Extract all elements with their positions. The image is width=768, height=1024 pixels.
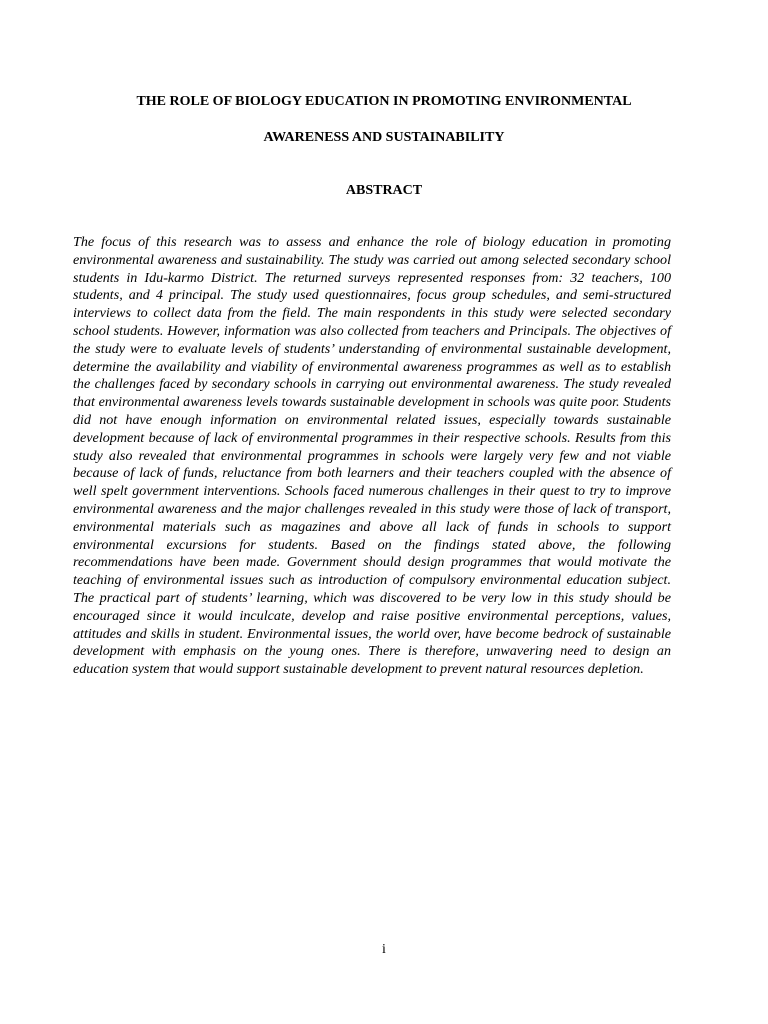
page-number: i xyxy=(382,942,386,957)
title-line-2: AWARENESS AND SUSTAINABILITY xyxy=(263,130,505,145)
abstract-body: The focus of this research was to assess and enhance the role of biology education in promoting environmental awareness and sustainability. The study was carried out among selected secondary school students in Idu-karmo District. The returned surveys represented responses from: 32 teachers, 100 students, and 4 principal. The study used questionnaires, focus group schedules, and semi-structured interviews to collect data from the field. The main respondents in this study were selected secondary school students. However, information was also collected from teachers and Principals. The objectives of the study were to evaluate levels of students’ understanding of environmental sustainable development, determine the availability and viability of environmental awareness programmes as well as to establish the challenges faced by secondary schools in carrying out environmental awareness. The study revealed that environmental awareness levels towards sustainable development in schools was quite poor. Students did not have enough information on environmental related issues, especially towards sustainable development because of lack of environmental programmes in their respective schools. Results from this study also revealed that environmental programmes in schools were largely very few and not viable because of lack of funds, reluctance from both learners and their teachers coupled with the absence of well spelt government interventions. Schools faced numerous challenges in their quest to try to improve environmental awareness and the major challenges revealed in this study were those of lack of transport, environmental materials such as magazines and above all lack of funds in schools to support environmental excursions for students. Based on the findings stated above, the following recommendations have been made. Government should design programmes that would motivate the teaching of environmental issues such as introduction of compulsory environmental education subject. The practical part of students’ learning, which was discovered to be very low in this study should be encouraged since it would inculcate, develop and raise positive environmental perceptions, values, attitudes and skills in student. Environmental issues, the world over, have become bedrock of sustainable development with emphasis on the young ones. There is therefore, unwavering need to design an education system that would support sustainable development to prevent natural resources depletion. xyxy=(73,234,671,678)
abstract-heading: ABSTRACT xyxy=(345,183,423,198)
title-line-1: THE ROLE OF BIOLOGY EDUCATION IN PROMOTING ENVIRONMENTAL xyxy=(136,94,632,109)
